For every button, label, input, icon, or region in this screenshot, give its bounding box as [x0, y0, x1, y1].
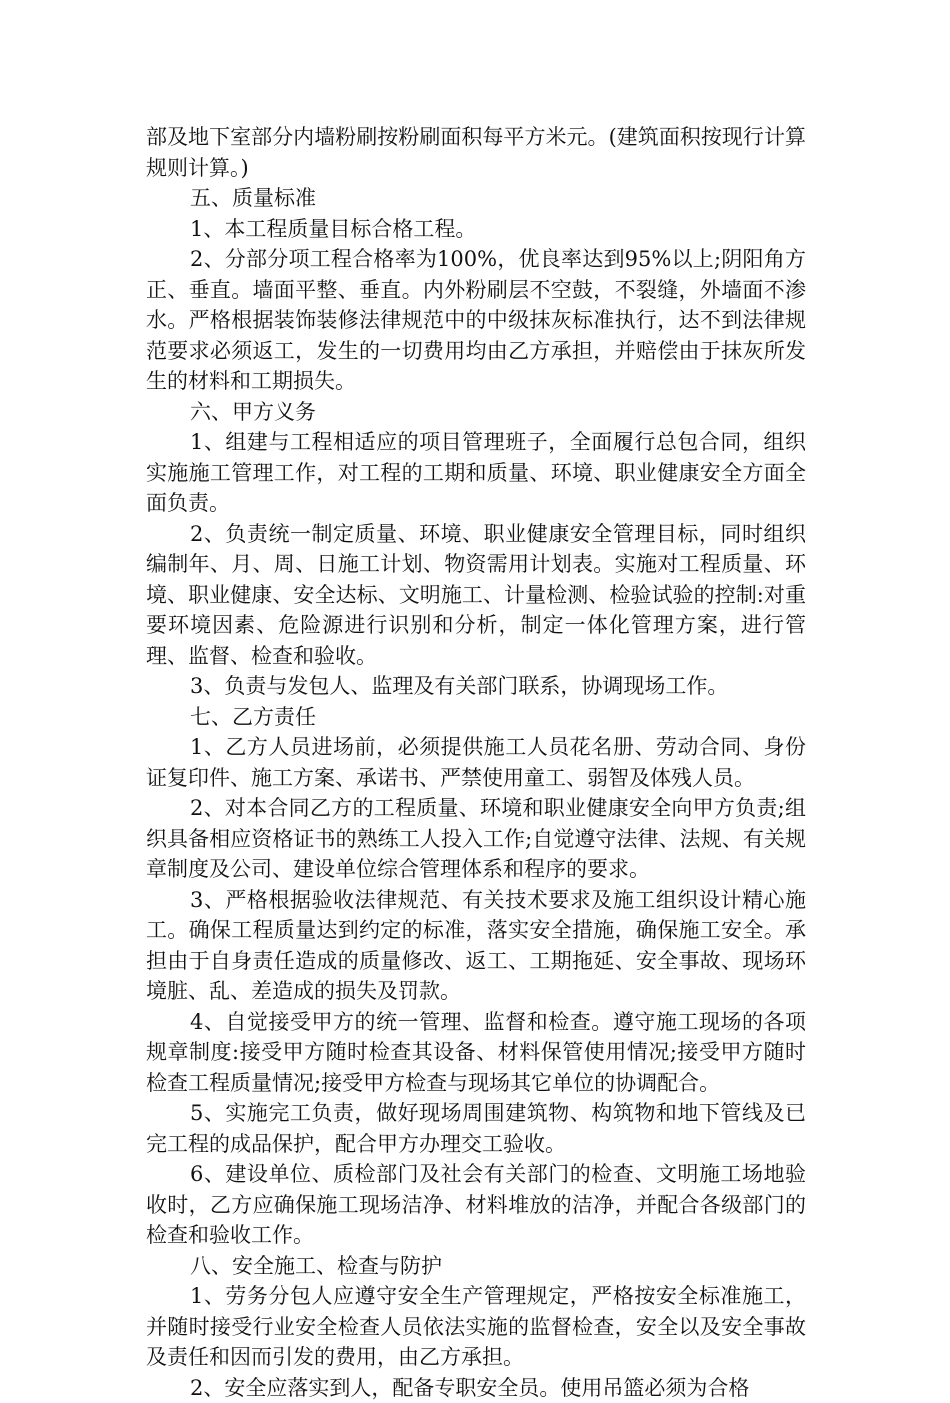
paragraph: 1、劳务分包人应遵守安全生产管理规定，严格按安全标准施工，并随时接受行业安全检查人员依法实施的监督检查，安全以及安全事故及责任和因而引发的费用，由乙方承担。 [146, 1281, 806, 1373]
section-heading-party-b-responsibilities: 七、乙方责任 [146, 702, 806, 733]
paragraph: 5、实施完工负责，做好现场周围建筑物、构筑物和地下管线及已完工程的成品保护，配合甲方办理交工验收。 [146, 1098, 806, 1159]
paragraph-continued: 部及地下室部分内墙粉刷按粉刷面积每平方米元。(建筑面积按现行计算规则计算。) [146, 122, 806, 183]
paragraph: 3、严格根据验收法律规范、有关技术要求及施工组织设计精心施工。确保工程质量达到约定的标准，落实安全措施，确保施工安全。承担由于自身责任造成的质量修改、返工、工期拖延、安全事故、现场环境脏、乱、差造成的损失及罚款。 [146, 885, 806, 1007]
document-body [146, 122, 806, 1403]
section-heading-quality: 五、质量标准 [146, 183, 806, 214]
paragraph: 6、建设单位、质检部门及社会有关部门的检查、文明施工场地验收时，乙方应确保施工现场洁净、材料堆放的洁净，并配合各级部门的检查和验收工作。 [146, 1159, 806, 1251]
paragraph: 4、自觉接受甲方的统一管理、监督和检查。遵守施工现场的各项规章制度:接受甲方随时检查其设备、材料保管使用情况;接受甲方随时检查工程质量情况;接受甲方检查与现场其它单位的协调配合。 [146, 1007, 806, 1099]
paragraph: 2、安全应落实到人，配备专职安全员。使用吊篮必须为合格 [146, 1373, 806, 1403]
paragraph: 1、本工程质量目标合格工程。 [146, 214, 806, 245]
section-heading-party-a-duties: 六、甲方义务 [146, 397, 806, 428]
paragraph: 2、负责统一制定质量、环境、职业健康安全管理目标，同时组织编制年、月、周、日施工计划、物资需用计划表。实施对工程质量、环境、职业健康、安全达标、文明施工、计量检测、检验试验的控制:对重要环境因素、危险源进行识别和分析，制定一体化管理方案，进行管理、监督、检查和验收。 [146, 519, 806, 672]
paragraph: 3、负责与发包人、监理及有关部门联系，协调现场工作。 [146, 671, 806, 702]
section-heading-safety: 八、安全施工、检查与防护 [146, 1251, 806, 1282]
paragraph: 2、对本合同乙方的工程质量、环境和职业健康安全向甲方负责;组织具备相应资格证书的熟练工人投入工作;自觉遵守法律、法规、有关规章制度及公司、建设单位综合管理体系和程序的要求。 [146, 793, 806, 885]
paragraph: 1、组建与工程相适应的项目管理班子，全面履行总包合同，组织实施施工管理工作，对工程的工期和质量、环境、职业健康安全方面全面负责。 [146, 427, 806, 519]
paragraph: 1、乙方人员进场前，必须提供施工人员花名册、劳动合同、身份证复印件、施工方案、承诺书、严禁使用童工、弱智及体残人员。 [146, 732, 806, 793]
paragraph: 2、分部分项工程合格率为100%，优良率达到95%以上;阴阳角方正、垂直。墙面平整、垂直。内外粉刷层不空鼓，不裂缝，外墙面不渗水。严格根据装饰装修法律规范中的中级抹灰标准执行，达不到法律规范要求必须返工，发生的一切费用均由乙方承担，并赔偿由于抹灰所发生的材料和工期损失。 [146, 244, 806, 397]
